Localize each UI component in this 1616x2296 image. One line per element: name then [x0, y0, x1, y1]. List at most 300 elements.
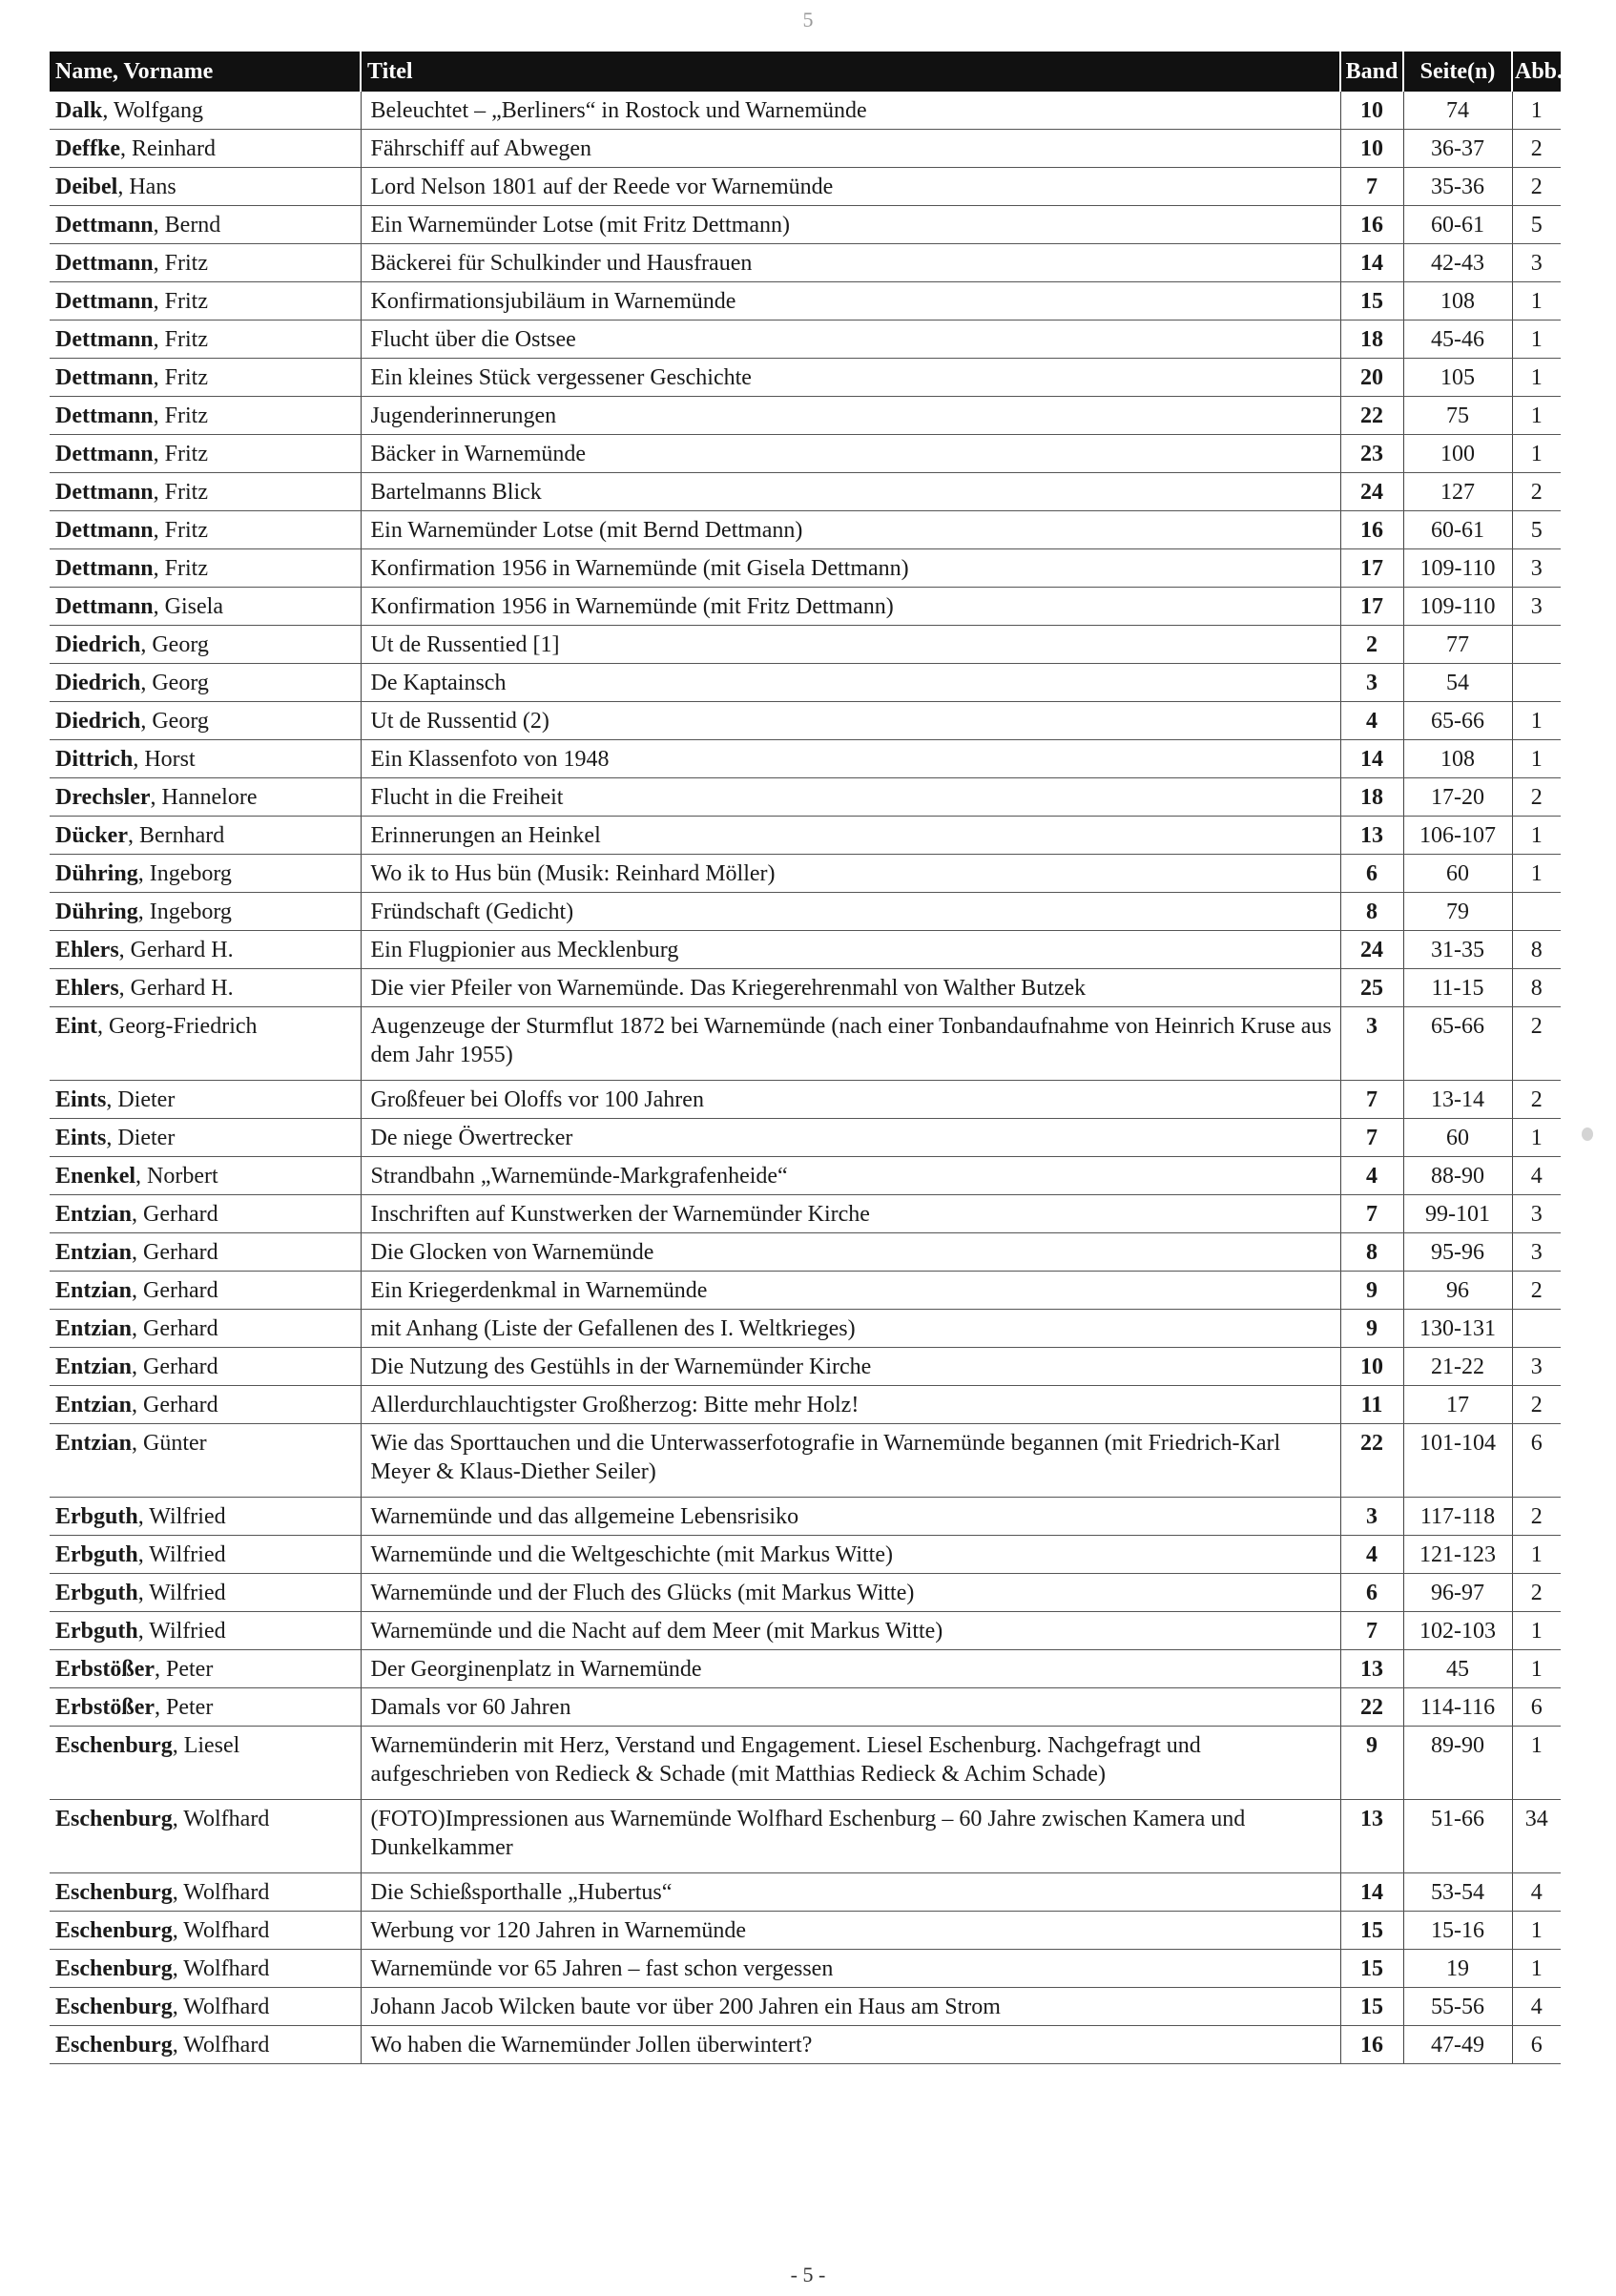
author-surname: Eints — [55, 1126, 107, 1150]
author-cell: Dühring, Ingeborg — [50, 893, 361, 931]
author-cell: Entzian, Gerhard — [50, 1195, 361, 1233]
figure-count: 3 — [1512, 244, 1561, 282]
author-given-name: Liesel — [183, 1733, 240, 1758]
author-given-name: Fritz — [164, 365, 208, 390]
page-range: 114-116 — [1403, 1688, 1512, 1727]
band-number: 7 — [1340, 1195, 1403, 1233]
author-surname: Eschenburg — [55, 1880, 173, 1905]
author-given-name: Fritz — [164, 480, 208, 505]
article-title: mit Anhang (Liste der Gefallenen des I. Weltkrieges) — [361, 1310, 1340, 1348]
table-row — [50, 1498, 1561, 1536]
table-row — [50, 1800, 1561, 1873]
table-row — [50, 855, 1561, 893]
table-row — [50, 778, 1561, 817]
author-cell: Dettmann, Fritz — [50, 244, 361, 282]
table-row — [50, 1272, 1561, 1310]
author-surname: Dühring — [55, 900, 138, 924]
page-range: 95-96 — [1403, 1233, 1512, 1272]
table-row — [50, 92, 1561, 130]
author-cell: Dettmann, Fritz — [50, 473, 361, 511]
article-title: Die vier Pfeiler von Warnemünde. Das Kriegerehrenmahl von Walther Butzek — [361, 969, 1340, 1007]
figure-count — [1512, 893, 1561, 931]
figure-count — [1512, 626, 1561, 664]
page-range: 127 — [1403, 473, 1512, 511]
figure-count: 8 — [1512, 931, 1561, 969]
author-cell: Entzian, Gerhard — [50, 1386, 361, 1424]
author-surname: Dettmann — [55, 365, 154, 390]
page-range: 60-61 — [1403, 511, 1512, 549]
author-cell: Dühring, Ingeborg — [50, 855, 361, 893]
page-range: 77 — [1403, 626, 1512, 664]
author-surname: Erbstößer — [55, 1657, 155, 1682]
author-surname: Enenkel — [55, 1164, 136, 1189]
band-number: 7 — [1340, 1081, 1403, 1119]
author-given-name: Gerhard — [143, 1202, 218, 1227]
author-surname: Drechsler — [55, 785, 151, 810]
author-surname: Deffke — [55, 136, 120, 161]
band-number: 22 — [1340, 397, 1403, 435]
band-number: 24 — [1340, 931, 1403, 969]
author-cell: Eschenburg, Wolfhard — [50, 1950, 361, 1988]
author-cell: Eschenburg, Wolfhard — [50, 1988, 361, 2026]
article-title: Warnemünde und die Weltgeschichte (mit Markus Witte) — [361, 1536, 1340, 1574]
column-header-title: Titel — [361, 52, 1340, 92]
band-number: 3 — [1340, 1498, 1403, 1536]
author-cell: Ehlers, Gerhard H. — [50, 969, 361, 1007]
table-row — [50, 1988, 1561, 2026]
page-range: 45 — [1403, 1650, 1512, 1688]
author-given-name: Wolfhard — [183, 1956, 270, 1981]
figure-count: 4 — [1512, 1988, 1561, 2026]
author-cell: Dettmann, Fritz — [50, 397, 361, 435]
page-range: 130-131 — [1403, 1310, 1512, 1348]
author-cell: Dettmann, Fritz — [50, 359, 361, 397]
author-cell: Entzian, Günter — [50, 1424, 361, 1498]
table-row — [50, 1612, 1561, 1650]
band-number: 8 — [1340, 1233, 1403, 1272]
author-given-name: Georg — [152, 632, 209, 657]
article-title: De niege Öwertrecker — [361, 1119, 1340, 1157]
table-row — [50, 511, 1561, 549]
figure-count: 34 — [1512, 1800, 1561, 1873]
figure-count: 1 — [1512, 359, 1561, 397]
author-given-name: Gerhard — [143, 1240, 218, 1265]
figure-count: 1 — [1512, 817, 1561, 855]
article-title: Allerdurchlauchtigster Großherzog: Bitte mehr Holz! — [361, 1386, 1340, 1424]
author-given-name: Wilfried — [149, 1619, 226, 1644]
author-surname: Eschenburg — [55, 1995, 173, 2019]
author-cell: Dettmann, Fritz — [50, 321, 361, 359]
article-title: Flucht in die Freiheit — [361, 778, 1340, 817]
table-row — [50, 1536, 1561, 1574]
table-row — [50, 206, 1561, 244]
figure-count: 1 — [1512, 855, 1561, 893]
page-range: 42-43 — [1403, 244, 1512, 282]
band-number: 4 — [1340, 1157, 1403, 1195]
author-given-name: Fritz — [164, 442, 208, 466]
author-given-name: Fritz — [164, 327, 208, 352]
article-title: Konfirmation 1956 in Warnemünde (mit Gisela Dettmann) — [361, 549, 1340, 588]
author-cell: Dettmann, Fritz — [50, 511, 361, 549]
article-title: Ein Warnemünder Lotse (mit Bernd Dettmann) — [361, 511, 1340, 549]
article-title: Werbung vor 120 Jahren in Warnemünde — [361, 1912, 1340, 1950]
article-title: (FOTO)Impressionen aus Warnemünde Wolfhard Eschenburg – 60 Jahre zwischen Kamera und Dunkelkammer — [361, 1800, 1340, 1873]
page-range: 13-14 — [1403, 1081, 1512, 1119]
band-number: 13 — [1340, 1800, 1403, 1873]
figure-count: 4 — [1512, 1157, 1561, 1195]
figure-count: 1 — [1512, 397, 1561, 435]
figure-count: 2 — [1512, 1081, 1561, 1119]
article-title: Fährschiff auf Abwegen — [361, 130, 1340, 168]
author-cell: Drechsler, Hannelore — [50, 778, 361, 817]
band-number: 3 — [1340, 664, 1403, 702]
article-title: Konfirmation 1956 in Warnemünde (mit Fritz Dettmann) — [361, 588, 1340, 626]
table-row — [50, 1233, 1561, 1272]
author-given-name: Wolfhard — [183, 1880, 270, 1905]
page-range: 99-101 — [1403, 1195, 1512, 1233]
table-row — [50, 168, 1561, 206]
author-cell: Eints, Dieter — [50, 1119, 361, 1157]
author-surname: Diedrich — [55, 632, 141, 657]
figure-count: 1 — [1512, 435, 1561, 473]
band-number: 25 — [1340, 969, 1403, 1007]
page-range: 15-16 — [1403, 1912, 1512, 1950]
author-surname: Dühring — [55, 861, 138, 886]
band-number: 16 — [1340, 206, 1403, 244]
band-number: 17 — [1340, 588, 1403, 626]
author-given-name: Fritz — [164, 403, 208, 428]
table-row — [50, 1195, 1561, 1233]
author-given-name: Hannelore — [161, 785, 258, 810]
table-header-row — [50, 52, 1561, 92]
author-given-name: Georg — [152, 671, 209, 695]
article-title: Wo haben die Warnemünder Jollen überwintert? — [361, 2026, 1340, 2064]
author-surname: Ehlers — [55, 976, 119, 1001]
figure-count: 1 — [1512, 1650, 1561, 1688]
band-number: 16 — [1340, 2026, 1403, 2064]
article-title: Ut de Russentid (2) — [361, 702, 1340, 740]
author-surname: Dücker — [55, 823, 128, 848]
author-surname: Dettmann — [55, 289, 154, 314]
author-surname: Eint — [55, 1014, 98, 1039]
table-row — [50, 473, 1561, 511]
author-given-name: Gisela — [164, 594, 223, 619]
page-range: 31-35 — [1403, 931, 1512, 969]
author-given-name: Peter — [166, 1695, 214, 1720]
article-title: Die Glocken von Warnemünde — [361, 1233, 1340, 1272]
article-title: Ein kleines Stück vergessener Geschichte — [361, 359, 1340, 397]
band-number: 16 — [1340, 511, 1403, 549]
article-title: Damals vor 60 Jahren — [361, 1688, 1340, 1727]
article-title: Erinnerungen an Heinkel — [361, 817, 1340, 855]
figure-count: 2 — [1512, 1272, 1561, 1310]
article-title: Strandbahn „Warnemünde-Markgrafenheide“ — [361, 1157, 1340, 1195]
author-cell: Eints, Dieter — [50, 1081, 361, 1119]
author-given-name: Gerhard H. — [130, 938, 234, 962]
article-title: Konfirmationsjubiläum in Warnemünde — [361, 282, 1340, 321]
author-cell: Erbstößer, Peter — [50, 1688, 361, 1727]
band-number: 7 — [1340, 1119, 1403, 1157]
article-title: Augenzeuge der Sturmflut 1872 bei Warnemünde (nach einer Tonbandaufnahme von Heinrich Kruse aus dem Jahr 1955) — [361, 1007, 1340, 1081]
page-range: 102-103 — [1403, 1612, 1512, 1650]
table-row — [50, 359, 1561, 397]
article-title: Wo ik to Hus bün (Musik: Reinhard Möller) — [361, 855, 1340, 893]
article-title: Johann Jacob Wilcken baute vor über 200 Jahren ein Haus am Strom — [361, 1988, 1340, 2026]
table-row — [50, 1727, 1561, 1800]
author-surname: Diedrich — [55, 671, 141, 695]
author-cell: Erbguth, Wilfried — [50, 1574, 361, 1612]
band-number: 14 — [1340, 244, 1403, 282]
author-index-table — [50, 52, 1564, 2064]
author-given-name: Dieter — [117, 1126, 176, 1150]
band-number: 13 — [1340, 1650, 1403, 1688]
band-number: 23 — [1340, 435, 1403, 473]
table-row — [50, 321, 1561, 359]
column-header-figures: Abb. — [1512, 52, 1561, 92]
band-number: 18 — [1340, 778, 1403, 817]
article-title: Warnemünde und der Fluch des Glücks (mit Markus Witte) — [361, 1574, 1340, 1612]
figure-count: 2 — [1512, 168, 1561, 206]
figure-count: 1 — [1512, 1612, 1561, 1650]
table-row — [50, 664, 1561, 702]
band-number: 24 — [1340, 473, 1403, 511]
table-row — [50, 1650, 1561, 1688]
author-given-name: Wolfhard — [183, 1807, 270, 1831]
author-given-name: Gerhard — [143, 1316, 218, 1341]
table-row — [50, 1688, 1561, 1727]
author-given-name: Gerhard — [143, 1278, 218, 1303]
figure-count: 1 — [1512, 92, 1561, 130]
table-row — [50, 702, 1561, 740]
author-cell: Deffke, Reinhard — [50, 130, 361, 168]
author-surname: Eschenburg — [55, 2033, 173, 2058]
figure-count: 1 — [1512, 1536, 1561, 1574]
article-title: Die Schießsporthalle „Hubertus“ — [361, 1873, 1340, 1912]
author-given-name: Wolfhard — [183, 1995, 270, 2019]
author-cell: Erbguth, Wilfried — [50, 1612, 361, 1650]
table-row — [50, 1348, 1561, 1386]
band-number: 11 — [1340, 1386, 1403, 1424]
table-row — [50, 969, 1561, 1007]
table-row — [50, 2026, 1561, 2064]
band-number: 7 — [1340, 1612, 1403, 1650]
table-row — [50, 1310, 1561, 1348]
author-given-name: Bernd — [164, 213, 221, 238]
author-given-name: Ingeborg — [149, 900, 232, 924]
figure-count: 3 — [1512, 549, 1561, 588]
author-cell: Erbguth, Wilfried — [50, 1498, 361, 1536]
figure-count: 6 — [1512, 1424, 1561, 1498]
table-row — [50, 626, 1561, 664]
figure-count — [1512, 1310, 1561, 1348]
table-row — [50, 1912, 1561, 1950]
column-header-pages: Seite(n) — [1403, 52, 1512, 92]
author-given-name: Georg — [152, 709, 209, 734]
table-row — [50, 130, 1561, 168]
page-range: 53-54 — [1403, 1873, 1512, 1912]
column-header-band: Band — [1340, 52, 1403, 92]
band-number: 18 — [1340, 321, 1403, 359]
author-cell: Dettmann, Fritz — [50, 435, 361, 473]
page-number: - 5 - — [790, 2263, 826, 2286]
article-title: Ein Kriegerdenkmal in Warnemünde — [361, 1272, 1340, 1310]
table-row — [50, 244, 1561, 282]
page-range: 60 — [1403, 1119, 1512, 1157]
table-row — [50, 893, 1561, 931]
author-cell: Eschenburg, Wolfhard — [50, 1912, 361, 1950]
author-given-name: Fritz — [164, 556, 208, 581]
author-given-name: Bernhard — [138, 823, 225, 848]
author-surname: Dettmann — [55, 556, 154, 581]
band-number: 20 — [1340, 359, 1403, 397]
page-range: 105 — [1403, 359, 1512, 397]
band-number: 7 — [1340, 168, 1403, 206]
page-range: 36-37 — [1403, 130, 1512, 168]
article-title: Warnemünde vor 65 Jahren – fast schon vergessen — [361, 1950, 1340, 1988]
page-range: 79 — [1403, 893, 1512, 931]
band-number: 6 — [1340, 855, 1403, 893]
figure-count: 2 — [1512, 130, 1561, 168]
figure-count: 3 — [1512, 1195, 1561, 1233]
author-surname: Diedrich — [55, 709, 141, 734]
table-row — [50, 549, 1561, 588]
table-body — [50, 92, 1561, 2064]
author-surname: Dettmann — [55, 480, 154, 505]
band-number: 14 — [1340, 740, 1403, 778]
band-number: 8 — [1340, 893, 1403, 931]
page-range: 45-46 — [1403, 321, 1512, 359]
article-title: Fründschaft (Gedicht) — [361, 893, 1340, 931]
author-surname: Eschenburg — [55, 1733, 173, 1758]
scan-speck — [1582, 1127, 1593, 1141]
page-range: 117-118 — [1403, 1498, 1512, 1536]
author-surname: Dalk — [55, 98, 103, 123]
table-row — [50, 1386, 1561, 1424]
table-row — [50, 931, 1561, 969]
author-cell: Dettmann, Fritz — [50, 549, 361, 588]
band-number: 9 — [1340, 1272, 1403, 1310]
author-cell: Eschenburg, Wolfhard — [50, 1800, 361, 1873]
band-number: 22 — [1340, 1424, 1403, 1498]
figure-count: 2 — [1512, 1574, 1561, 1612]
page-range: 96-97 — [1403, 1574, 1512, 1612]
author-surname: Dittrich — [55, 747, 134, 772]
author-given-name: Norbert — [147, 1164, 218, 1189]
page-range: 75 — [1403, 397, 1512, 435]
author-surname: Erbstößer — [55, 1695, 155, 1720]
page-range: 19 — [1403, 1950, 1512, 1988]
page-range: 74 — [1403, 92, 1512, 130]
article-title: Ein Flugpionier aus Mecklenburg — [361, 931, 1340, 969]
article-title: Wie das Sporttauchen und die Unterwasserfotografie in Warnemünde begannen (mit Friedrich-Karl Meyer & Klaus-Diether Seiler) — [361, 1424, 1340, 1498]
author-given-name: Günter — [143, 1431, 207, 1456]
author-cell: Dittrich, Horst — [50, 740, 361, 778]
article-title: Flucht über die Ostsee — [361, 321, 1340, 359]
author-cell: Ehlers, Gerhard H. — [50, 931, 361, 969]
figure-count: 6 — [1512, 2026, 1561, 2064]
author-surname: Dettmann — [55, 213, 154, 238]
band-number: 10 — [1340, 1348, 1403, 1386]
author-cell: Entzian, Gerhard — [50, 1348, 361, 1386]
author-given-name: Wilfried — [149, 1581, 226, 1605]
band-number: 10 — [1340, 130, 1403, 168]
band-number: 9 — [1340, 1727, 1403, 1800]
band-number: 10 — [1340, 92, 1403, 130]
figure-count: 1 — [1512, 702, 1561, 740]
page-range: 100 — [1403, 435, 1512, 473]
author-surname: Ehlers — [55, 938, 119, 962]
author-cell: Diedrich, Georg — [50, 664, 361, 702]
table-row — [50, 1119, 1561, 1157]
author-cell: Eschenburg, Liesel — [50, 1727, 361, 1800]
table-row — [50, 435, 1561, 473]
figure-count: 3 — [1512, 1233, 1561, 1272]
figure-count: 2 — [1512, 473, 1561, 511]
figure-count: 1 — [1512, 321, 1561, 359]
author-cell: Deibel, Hans — [50, 168, 361, 206]
page-range: 109-110 — [1403, 588, 1512, 626]
page-range: 60-61 — [1403, 206, 1512, 244]
author-cell: Diedrich, Georg — [50, 702, 361, 740]
figure-count: 1 — [1512, 1950, 1561, 1988]
page-range: 101-104 — [1403, 1424, 1512, 1498]
band-number: 14 — [1340, 1873, 1403, 1912]
article-title: Die Nutzung des Gestühls in der Warnemünder Kirche — [361, 1348, 1340, 1386]
band-number: 3 — [1340, 1007, 1403, 1081]
author-surname: Dettmann — [55, 403, 154, 428]
author-cell: Entzian, Gerhard — [50, 1272, 361, 1310]
author-cell: Dücker, Bernhard — [50, 817, 361, 855]
author-surname: Erbguth — [55, 1542, 138, 1567]
band-number: 9 — [1340, 1310, 1403, 1348]
article-title: Jugenderinnerungen — [361, 397, 1340, 435]
table-row — [50, 1424, 1561, 1498]
band-number: 4 — [1340, 1536, 1403, 1574]
article-title: Bäcker in Warnemünde — [361, 435, 1340, 473]
author-surname: Entzian — [55, 1278, 133, 1303]
figure-count: 2 — [1512, 1386, 1561, 1424]
author-cell: Eschenburg, Wolfhard — [50, 1873, 361, 1912]
page-range: 96 — [1403, 1272, 1512, 1310]
band-number: 22 — [1340, 1688, 1403, 1727]
page-range: 108 — [1403, 282, 1512, 321]
author-given-name: Fritz — [164, 518, 208, 543]
author-cell: Entzian, Gerhard — [50, 1233, 361, 1272]
author-cell: Dalk, Wolfgang — [50, 92, 361, 130]
author-given-name: Gerhard H. — [130, 976, 234, 1001]
page-range: 17-20 — [1403, 778, 1512, 817]
author-given-name: Horst — [144, 747, 196, 772]
page-range: 108 — [1403, 740, 1512, 778]
article-title: Ein Klassenfoto von 1948 — [361, 740, 1340, 778]
author-given-name: Fritz — [164, 289, 208, 314]
page-range: 106-107 — [1403, 817, 1512, 855]
author-cell: Erbstößer, Peter — [50, 1650, 361, 1688]
article-title: Warnemünde und das allgemeine Lebensrisiko — [361, 1498, 1340, 1536]
table-row — [50, 397, 1561, 435]
table-row — [50, 1157, 1561, 1195]
author-given-name: Reinhard — [131, 136, 216, 161]
band-number: 6 — [1340, 1574, 1403, 1612]
author-surname: Erbguth — [55, 1504, 138, 1529]
author-surname: Entzian — [55, 1431, 133, 1456]
band-number: 15 — [1340, 282, 1403, 321]
author-surname: Entzian — [55, 1202, 133, 1227]
author-given-name: Gerhard — [143, 1355, 218, 1379]
author-surname: Erbguth — [55, 1619, 138, 1644]
page-range: 109-110 — [1403, 549, 1512, 588]
table-row — [50, 1081, 1561, 1119]
